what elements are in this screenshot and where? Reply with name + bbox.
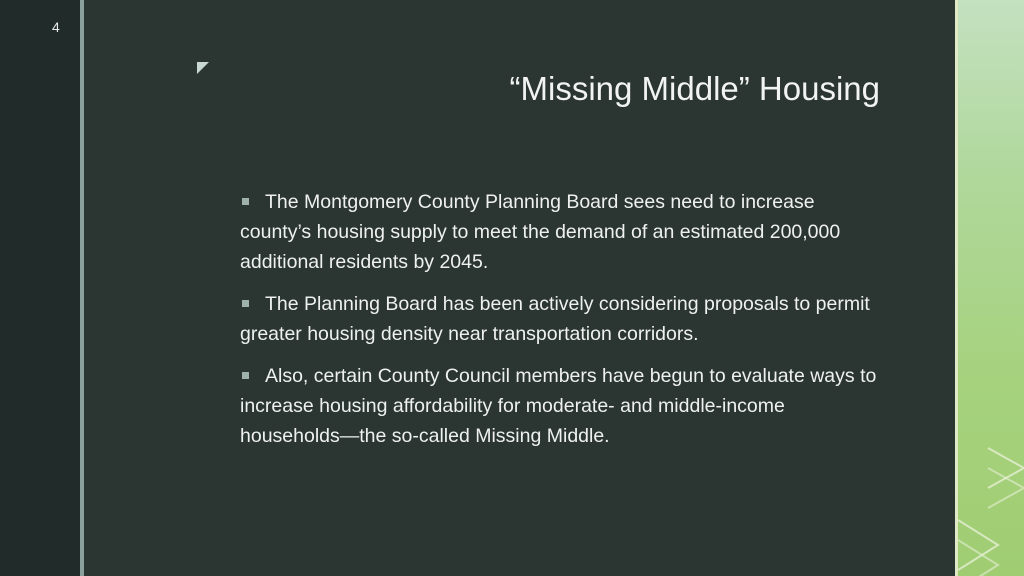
slide-number: 4 [52,19,60,35]
square-bullet-icon [242,300,249,307]
bullet-text: The Montgomery County Planning Board sees need to increase county’s housing supply to meet the demand of an estimated 200,000 additional residents by 2045. [240,191,841,273]
slide-title: “Missing Middle” Housing [509,70,880,107]
bullet-text: The Planning Board has been actively considering proposals to permit greater housing density near transportation corridors. [240,293,870,345]
right-decorative-band [958,0,1024,576]
bullet-list [240,187,880,463]
bullet-text: Also, certain County Council members have begun to evaluate ways to increase housing affordability for moderate- and middle-income households—the so-called Missing Middle. [240,365,877,447]
corner-triangle-icon [197,62,209,74]
square-bullet-icon [242,372,249,379]
bullet-item [240,187,880,277]
bullet-item [240,361,880,451]
chevron-pattern [958,0,1024,576]
bullet-item [240,289,880,349]
square-bullet-icon [242,198,249,205]
left-sidebar-band [0,0,80,576]
